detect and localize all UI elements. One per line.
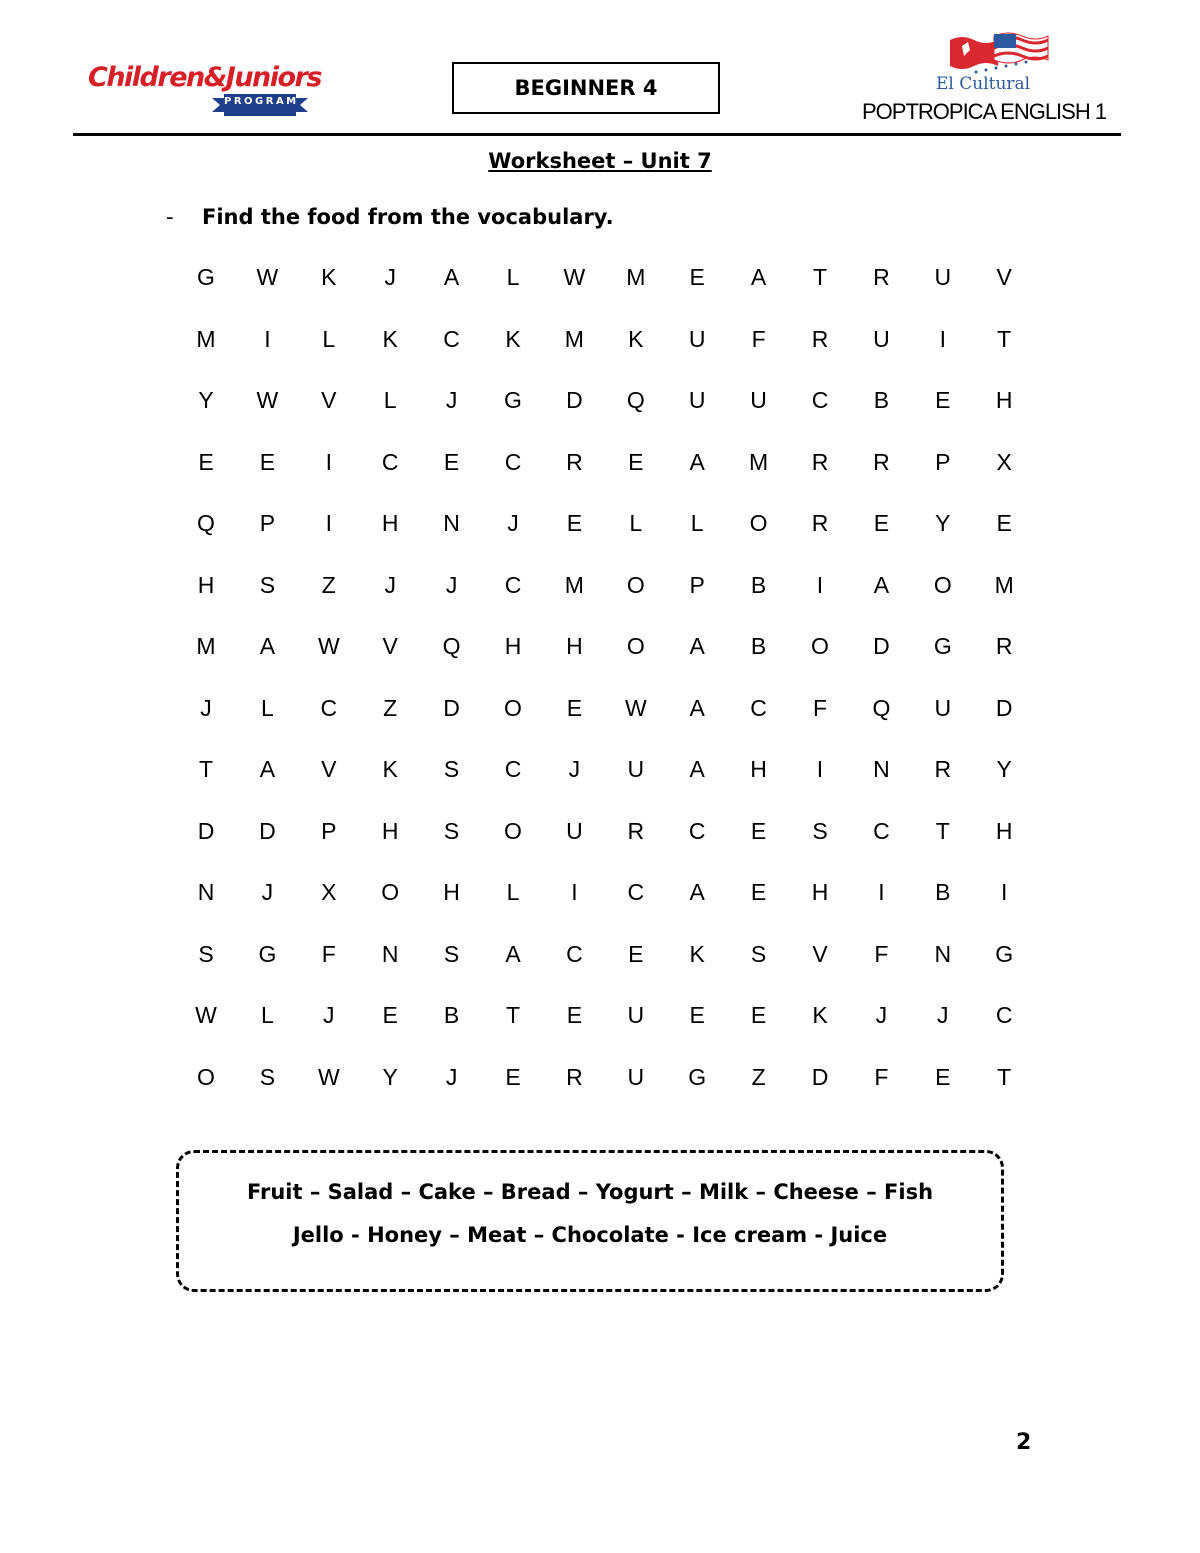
grid-letter: E [750, 879, 767, 905]
grid-letter: U [566, 817, 583, 844]
grid-letter: S [443, 940, 460, 967]
grid-letter: C [627, 879, 645, 905]
word-list-line-2: Jello - Honey – Meat – Chocolate - Ice cream - Juice [292, 1223, 888, 1247]
grid-letter: G [995, 940, 1014, 967]
grid-letter: J [323, 1002, 335, 1028]
grid-letter: O [197, 1063, 215, 1090]
grid-letter: W [624, 694, 647, 721]
grid-letter: H [504, 633, 522, 659]
grid-letter: I [325, 510, 332, 536]
grid-letter: E [259, 448, 276, 475]
grid-letter: N [934, 940, 952, 967]
grid-letter: O [749, 510, 768, 536]
grid-letter: C [443, 325, 460, 352]
grid-letter: Y [996, 756, 1012, 782]
grid-letter: A [505, 940, 521, 967]
grid-letter: I [816, 571, 824, 598]
grid-letter: V [996, 264, 1012, 290]
grid-letter: U [934, 264, 952, 290]
grid-letter: A [689, 756, 705, 782]
grid-letter: E [382, 1002, 398, 1028]
grid-letter: R [566, 448, 583, 475]
grid-letter: S [443, 756, 460, 782]
grid-letter: V [812, 940, 828, 967]
grid-letter: P [321, 817, 337, 844]
instruction-text: Find the food from the vocabulary. [202, 205, 614, 229]
grid-letter: E [689, 1002, 705, 1028]
grid-letter: K [812, 1002, 828, 1028]
grid-letter: B [750, 571, 767, 598]
grid-letter: W [256, 387, 279, 413]
grid-letter: M [196, 633, 216, 659]
grid-letter: N [873, 756, 890, 782]
grid-letter: S [198, 940, 214, 967]
grid-letter: C [688, 817, 706, 844]
grid-letter: C [320, 694, 338, 721]
grid-letter: Y [935, 510, 951, 536]
grid-letter: D [995, 694, 1013, 721]
grid-letter: A [689, 879, 705, 905]
grid-letter: R [873, 264, 890, 290]
children-juniors-logo [88, 62, 328, 118]
grid-letter: U [750, 387, 767, 413]
grid-letter: E [628, 940, 644, 967]
grid-letter: K [382, 325, 398, 352]
grid-letter: D [873, 633, 890, 659]
header-rule [73, 133, 1121, 136]
grid-letter: K [628, 325, 644, 352]
grid-letter: I [571, 879, 578, 905]
word-list-line-1: Fruit – Salad – Cake – Bread – Yogurt – Milk – Cheese – Fish [246, 1180, 934, 1204]
grid-letter: S [812, 817, 828, 844]
grid-letter: E [628, 448, 644, 475]
grid-letter: Z [321, 571, 336, 598]
grid-letter: H [566, 633, 583, 659]
grid-letter: S [259, 571, 276, 598]
grid-letter: L [506, 264, 520, 290]
grid-letter: G [197, 264, 215, 290]
series-title: POPTROPICA ENGLISH 1 [862, 99, 1107, 124]
grid-letter: A [443, 264, 460, 290]
grid-letter: C [873, 817, 890, 844]
grid-letter: O [626, 571, 645, 598]
grid-letter: J [445, 571, 458, 598]
grid-letter: H [381, 817, 399, 844]
grid-letter: C [504, 756, 522, 782]
grid-letter: M [196, 325, 216, 352]
grid-letter: E [750, 1002, 767, 1028]
grid-letter: V [321, 756, 337, 782]
grid-letter: J [568, 756, 581, 782]
grid-letter: J [937, 1002, 949, 1028]
grid-letter: T [505, 1002, 521, 1028]
grid-letter: I [325, 448, 332, 475]
grid-letter: U [873, 325, 890, 352]
grid-letter: M [564, 325, 584, 352]
grid-letter: C [811, 387, 829, 413]
grid-letter: D [197, 817, 215, 844]
grid-letter: X [996, 448, 1012, 475]
grid-letter: A [873, 571, 890, 598]
grid-letter: Q [626, 387, 645, 413]
grid-letter: K [382, 756, 398, 782]
grid-letter: O [811, 633, 829, 659]
grid-letter: L [260, 694, 274, 721]
grid-letter: P [689, 571, 705, 598]
grid-letter: R [811, 448, 829, 475]
grid-letter: F [321, 940, 336, 967]
grid-letter: E [505, 1063, 521, 1090]
grid-letter: H [381, 510, 399, 536]
grid-letter: N [381, 940, 399, 967]
instruction [166, 205, 614, 229]
grid-letter: M [994, 571, 1014, 598]
grid-letter: T [935, 817, 950, 844]
grid-letter: O [504, 694, 522, 721]
grid-letter: U [688, 325, 706, 352]
grid-letter: M [626, 264, 646, 290]
grid-letter: M [749, 448, 769, 475]
grid-letter: G [258, 940, 277, 967]
grid-letter: B [935, 879, 951, 905]
grid-letter: Q [442, 633, 461, 659]
el-cultural-text: El Cultural [936, 74, 1031, 94]
grid-letter: A [689, 633, 705, 659]
grid-letter: E [566, 1002, 583, 1028]
grid-letter: U [627, 1002, 645, 1028]
grid-letter: C [566, 940, 583, 967]
grid-letter: Q [197, 510, 215, 536]
grid-letter: R [873, 448, 890, 475]
grid-letter: S [259, 1063, 276, 1090]
grid-letter: A [259, 633, 276, 659]
instruction-bullet: - [166, 205, 174, 229]
grid-letter: L [506, 879, 520, 905]
grid-letter: E [566, 694, 583, 721]
grid-letter: Y [198, 387, 214, 413]
grid-letter: V [382, 633, 398, 659]
grid-letter: S [443, 817, 460, 844]
grid-letter: I [939, 325, 946, 352]
grid-letter: H [995, 817, 1013, 844]
grid-letter: D [443, 694, 460, 721]
grid-letter: U [934, 694, 952, 721]
grid-letter: E [689, 264, 705, 290]
grid-letter: C [750, 694, 767, 721]
grid-letter: I [1000, 879, 1008, 905]
grid-letter: Z [751, 1063, 766, 1090]
grid-letter: G [933, 633, 952, 659]
grid-letter: E [935, 1063, 951, 1090]
grid-letter: G [504, 387, 522, 413]
grid-letter: F [874, 940, 889, 967]
grid-letter: R [566, 1063, 583, 1090]
grid-letter: I [878, 879, 885, 905]
grid-letter: I [816, 756, 824, 782]
grid-letter: A [750, 264, 767, 290]
worksheet-title: Worksheet – Unit 7 [488, 149, 712, 173]
grid-letter: N [197, 879, 215, 905]
grid-letter: G [688, 1063, 707, 1090]
grid-letter: A [259, 756, 276, 782]
grid-letter: N [443, 510, 460, 536]
grid-letter: R [934, 756, 952, 782]
logo-brand-text: Children&Juniors [88, 62, 321, 93]
el-cultural-logo [930, 30, 1060, 100]
grid-letter: J [445, 387, 458, 413]
grid-letter: L [629, 510, 643, 536]
grid-letter: H [197, 571, 215, 598]
grid-letter: Z [383, 694, 398, 721]
grid-letter: R [811, 325, 829, 352]
grid-letter: O [626, 633, 645, 659]
grid-letter: T [812, 264, 828, 290]
grid-letter: K [505, 325, 521, 352]
word-list-box [176, 1150, 1004, 1292]
grid-letter: R [811, 510, 829, 536]
flags-logo-icon [946, 30, 1056, 76]
grid-letter: K [321, 264, 337, 290]
grid-letter: W [317, 1063, 340, 1090]
grid-letter: J [875, 1002, 888, 1028]
grid-letter: B [873, 387, 890, 413]
grid-letter: C [504, 571, 522, 598]
grid-letter: W [317, 633, 340, 659]
grid-letter: I [264, 325, 271, 352]
grid-letter: W [563, 264, 586, 290]
grid-letter: L [322, 325, 336, 352]
grid-letter: Q [872, 694, 891, 721]
grid-letter: D [566, 387, 583, 413]
grid-letter: V [321, 387, 337, 413]
grid-letter: C [995, 1002, 1013, 1028]
grid-letter: Y [382, 1063, 398, 1090]
grid-letter: X [321, 879, 337, 905]
grid-letter: W [256, 264, 279, 290]
grid-letter: R [627, 817, 645, 844]
grid-letter: J [200, 694, 212, 721]
grid-letter: J [384, 571, 396, 598]
grid-letter: J [261, 879, 274, 905]
grid-letter: P [259, 510, 276, 536]
grid-letter: M [564, 571, 584, 598]
grid-letter: T [198, 756, 214, 782]
grid-letter: K [689, 940, 705, 967]
grid-letter: D [259, 817, 276, 844]
grid-letter: W [195, 1002, 217, 1028]
grid-letter: A [689, 694, 705, 721]
grid-letter: E [566, 510, 583, 536]
grid-letter: T [997, 325, 1012, 352]
grid-letter: E [935, 387, 951, 413]
grid-letter: A [689, 448, 705, 475]
grid-letter: E [443, 448, 460, 475]
grid-letter: H [750, 756, 767, 782]
grid-letter: H [811, 879, 829, 905]
grid-letter: L [690, 510, 704, 536]
grid-letter: F [751, 325, 766, 352]
grid-letter: U [627, 756, 645, 782]
grid-letter: S [750, 940, 767, 967]
page-number: 2 [1016, 1430, 1032, 1455]
grid-letter: E [750, 817, 767, 844]
grid-letter: T [997, 1063, 1012, 1090]
grid-letter: O [381, 879, 400, 905]
logo-program-text: PROGRAM [224, 96, 299, 107]
grid-letter: B [443, 1002, 460, 1028]
grid-letter: J [445, 1063, 458, 1090]
level-box: BEGINNER 4 [452, 62, 720, 114]
grid-letter: E [996, 510, 1012, 536]
grid-letter: L [260, 1002, 274, 1028]
grid-letter: E [198, 448, 214, 475]
grid-letter: H [995, 387, 1013, 413]
grid-letter: D [811, 1063, 829, 1090]
grid-letter: B [750, 633, 767, 659]
grid-letter: J [507, 510, 519, 536]
grid-letter: L [383, 387, 397, 413]
grid-letter: O [504, 817, 522, 844]
grid-letter: C [381, 448, 399, 475]
grid-letter: R [995, 633, 1013, 659]
grid-letter: F [812, 694, 828, 721]
grid-letter: F [874, 1063, 889, 1090]
grid-letter: O [933, 571, 952, 598]
grid-letter: E [873, 510, 890, 536]
grid-letter: C [504, 448, 522, 475]
grid-letter: U [688, 387, 706, 413]
grid-letter: U [627, 1063, 645, 1090]
grid-letter: P [935, 448, 951, 475]
grid-letter: J [384, 264, 396, 290]
grid-letter: H [443, 879, 460, 905]
